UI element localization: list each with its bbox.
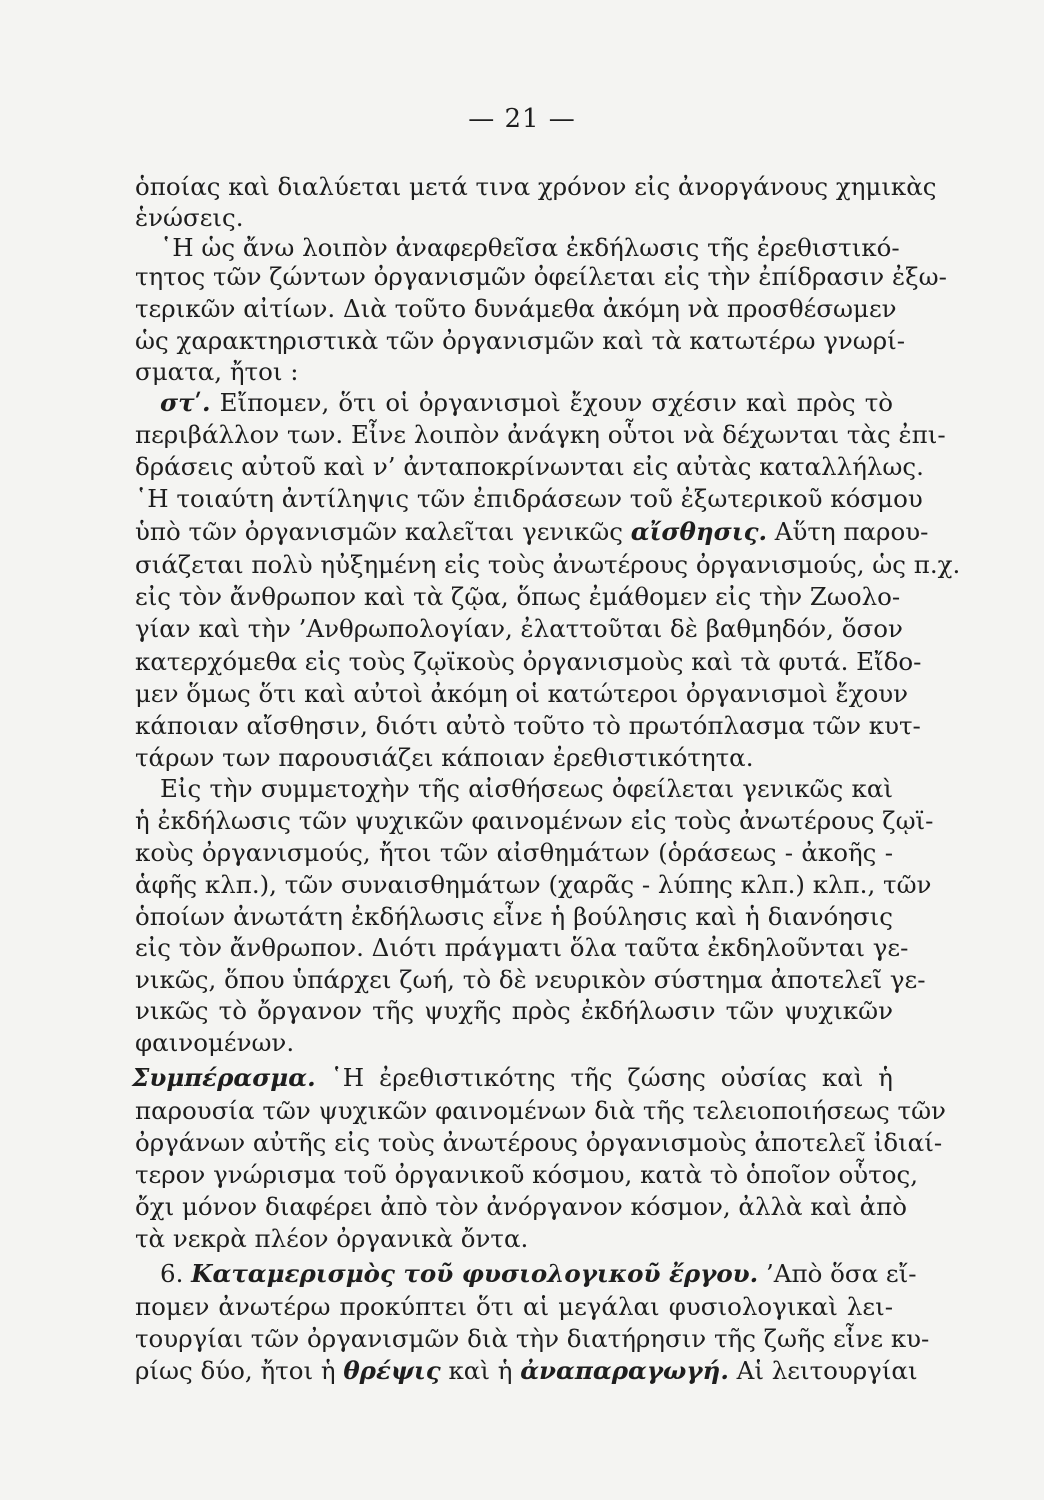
text-line: σματα, ἤτοι : (135, 357, 299, 386)
text-line: ῾Η ὡς ἄνω λοιπὸν ἀναφερθεῖσα ἐκδήλωσις τῆς ἐρεθιστικό- (160, 233, 900, 262)
text-line: δράσεις αὐτοῦ καὶ ν’ ἀνταποκρίνωνται εἰς αὐτὰς καταλλήλως. (135, 452, 924, 481)
text-line: ρίως δύο, ἤτοι ἡ θρέψις καὶ ἡ ἀναπαραγωγή. Αἱ λειτουργίαι (135, 1356, 918, 1385)
text-line: πομεν ἀνωτέρω προκύπτει ὅτι αἱ μεγάλαι φυσιολογικαὶ λει- (135, 1292, 893, 1321)
text-line: σιάζεται πολὺ ηὐξημένη εἰς τοὺς ἀνωτέρους ὀργανισμούς, ὡς π.χ. (135, 550, 961, 579)
text-line: γίαν καὶ τὴν ’Ανθρωπολογίαν, ἐλαττοῦται δὲ βαθμηδόν, ὅσον (135, 614, 903, 643)
text-line: τητος τῶν ζώντων ὀργανισμῶν ὀφείλεται εἰς τὴν ἐπίδρασιν ἐξω- (135, 262, 947, 291)
text-line: φαινομένων. (135, 1028, 295, 1057)
text-line: κοὺς ὀργανισμούς, ἤτοι τῶν αἰσθημάτων (ὁράσεως - ἀκοῆς - (135, 838, 893, 867)
emphasized-term: θρέψις (343, 1356, 441, 1385)
text-line: τερον γνώρισμα τοῦ ὀργανικοῦ κόσμου, κατὰ τὸ ὁποῖον οὗτος, (135, 1160, 919, 1189)
text-line: κατερχόμεθα εἰς τοὺς ζῳϊκοὺς ὀργανισμοὺς καὶ τὰ φυτά. Εἴδο- (135, 647, 922, 676)
emphasized-term: ἀναπαραγωγή. (520, 1356, 729, 1385)
text-line: μεν ὅμως ὅτι καὶ αὐτοὶ ἀκόμη οἱ κατώτεροι ὀργανισμοὶ ἔχουν (135, 679, 909, 708)
text-line: κάποιαν αἴσθησιν, διότι αὐτὸ τοῦτο τὸ πρωτόπλασμα τῶν κυτ- (135, 711, 921, 740)
text-line: Εἰς τὴν συμμετοχὴν τῆς αἰσθήσεως ὀφείλεται γενικῶς καὶ (160, 774, 893, 803)
text-line: τουργίαι τῶν ὀργανισμῶν διὰ τὴν διατήρησιν τῆς ζωῆς εἶνε κυ- (135, 1324, 930, 1353)
text-line: ὑπὸ τῶν ὀργανισμῶν καλεῖται γενικῶς αἴσθησις. Αὕτη παρου- (135, 517, 929, 546)
text-line: ὀργάνων αὐτῆς εἰς τοὺς ἀνωτέρους ὀργανισμοὺς ἀποτελεῖ ἰδιαί- (135, 1128, 943, 1157)
text-line: στʹ. Εἴπομεν, ὅτι οἱ ὀργανισμοὶ ἔχουν σχέσιν καὶ πρὸς τὸ (160, 388, 893, 417)
text-line: ὁποίας καὶ διαλύεται μετά τινα χρόνον εἰς ἀνοργάνους χημικὰς (135, 172, 937, 201)
text-line: εἰς τὸν ἄνθρωπον. Διότι πράγματι ὅλα ταῦτα ἐκδηλοῦνται γε- (135, 933, 909, 962)
text-line: ἑνώσεις. (135, 203, 244, 232)
text-line: ἡ ἐκδήλωσις τῶν ψυχικῶν φαινομένων εἰς τοὺς ἀνωτέρους ζῳϊ- (135, 806, 934, 835)
text-line: εἰς τὸν ἄνθρωπον καὶ τὰ ζῷα, ὅπως ἐμάθομεν εἰς τὴν Ζωολο- (135, 582, 901, 611)
section-label: στʹ. (160, 388, 211, 417)
text-line: περιβάλλον των. Εἶνε λοιπὸν ἀνάγκη οὗτοι νὰ δέχωνται τὰς ἐπι- (135, 420, 946, 449)
text-line: τάρων των παρουσιάζει κάποιαν ἐρεθιστικότητα. (135, 743, 754, 772)
text-line: τὰ νεκρὰ πλέον ὀργανικὰ ὄντα. (135, 1224, 529, 1253)
text-line: ὁποίων ἀνωτάτη ἐκδήλωσις εἶνε ἡ βούλησις καὶ ἡ διανόησις (135, 902, 893, 931)
text-line: ἁφῆς κλπ.), τῶν συναισθημάτων (χαρᾶς - λύπης κλπ.) κλπ., τῶν (135, 870, 932, 899)
section-heading: Συμπέρασμα. (132, 1063, 316, 1092)
emphasized-term: αἴσθησις. (630, 517, 768, 546)
text-line: ὄχι μόνον διαφέρει ἀπὸ τὸν ἀνόργανον κόσμον, ἀλλὰ καὶ ἀπὸ (135, 1192, 908, 1221)
text-line: παρουσία τῶν ψυχικῶν φαινομένων διὰ τῆς τελειοποιήσεως τῶν (135, 1096, 946, 1125)
text-line: Συμπέρασμα. ῾Η ἐρεθιστικότης τῆς ζώσης οὐσίας καὶ ἡ (132, 1063, 893, 1092)
page-number: — 21 — (468, 104, 576, 134)
text-line: 6. Καταμερισμὸς τοῦ φυσιολογικοῦ ἔργου. ’Απὸ ὅσα εἴ- (160, 1259, 917, 1288)
text-line: νικῶς τὸ ὄργανον τῆς ψυχῆς πρὸς ἐκδήλωσιν τῶν ψυχικῶν (135, 996, 893, 1025)
text-line: τερικῶν αἰτίων. Διὰ τοῦτο δυνάμεθα ἀκόμη νὰ προσθέσωμεν (135, 294, 897, 323)
text-line: ὡς χαρακτηριστικὰ τῶν ὀργανισμῶν καὶ τὰ κατωτέρω γνωρί- (135, 326, 906, 355)
section-heading: Καταμερισμὸς τοῦ φυσιολογικοῦ ἔργου. (191, 1259, 759, 1288)
text-line: ῾Η τοιαύτη ἀντίληψις τῶν ἐπιδράσεων τοῦ ἐξωτερικοῦ κόσμου (135, 484, 923, 513)
text-line: νικῶς, ὅπου ὑπάρχει ζωή, τὸ δὲ νευρικὸν σύστημα ἀποτελεῖ γε- (135, 965, 926, 994)
